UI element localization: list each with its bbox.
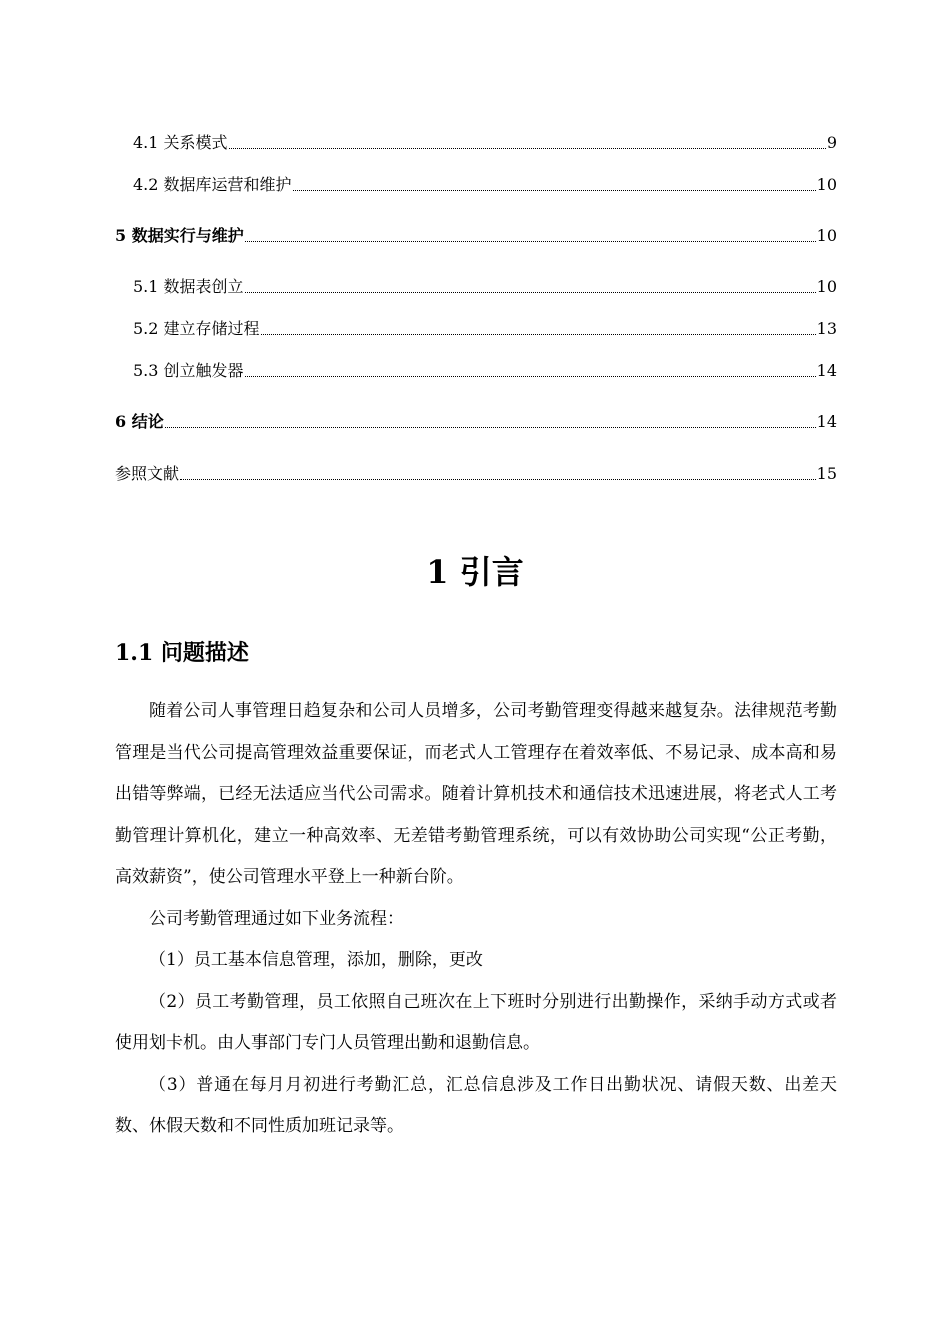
toc-dot-leader <box>293 190 816 191</box>
toc-entry[interactable] <box>133 165 837 195</box>
toc-entry-page: 13 <box>816 319 837 338</box>
chapter-title: 1 引言 <box>426 553 524 591</box>
toc-entry[interactable] <box>115 402 837 432</box>
toc-dot-leader <box>245 292 816 293</box>
toc-entry[interactable] <box>133 267 837 297</box>
toc-entry-label: 5.3 创立触发器 <box>133 361 244 380</box>
toc-entry-page: 10 <box>816 175 837 194</box>
toc-dot-leader <box>180 479 816 480</box>
toc-dot-leader <box>261 334 816 335</box>
toc-entry-page: 14 <box>816 412 837 431</box>
toc-dot-leader <box>245 376 816 377</box>
toc-entry-label: 4.2 数据库运营和维护 <box>133 175 292 194</box>
toc-entry-label: 4.1 关系模式 <box>133 133 228 152</box>
body-paragraph: （2）员工考勤管理，员工依照自己班次在上下班时分别进行出勤操作，采纳手动方式或者使用划卡机。由人事部门专门人员管理出勤和退勤信息。 <box>115 991 837 1053</box>
body-paragraph: 公司考勤管理通过如下业务流程： <box>149 908 404 929</box>
toc-entry-page: 10 <box>816 226 837 245</box>
toc-dot-leader <box>229 148 826 149</box>
toc-dot-leader <box>165 427 816 428</box>
toc-entry[interactable] <box>133 123 837 153</box>
toc-entry-page: 14 <box>816 361 837 380</box>
toc-entry[interactable] <box>133 351 837 381</box>
section-title: 1.1 问题描述 <box>115 640 249 666</box>
toc-entry-label: 参照文献 <box>115 464 180 483</box>
toc-entry-label: 6 结论 <box>115 412 164 431</box>
toc-entry[interactable] <box>115 454 837 484</box>
toc-entry-page: 10 <box>816 277 837 296</box>
toc-entry-page: 9 <box>826 133 837 152</box>
toc-entry-label: 5.1 数据表创立 <box>133 277 244 296</box>
body-paragraph: 随着公司人事管理日趋复杂和公司人员增多，公司考勤管理变得越来越复杂。法律规范考勤管理是当代公司提高管理效益重要保证，而老式人工管理存在着效率低、不易记录、成本高和易出错等弊端，已经无法适应当代公司需求。随着计算机技术和通信技术迅速进展，将老式人工考勤管理计算机化，建立一种高效率、无差错考勤管理系统，可以有效协助公司实现“公正考勤，高效薪资”，使公司管理水平登上一种新台阶。 <box>115 701 837 887</box>
toc-entry-label: 5.2 建立存储过程 <box>133 319 260 338</box>
body-paragraph: （1）员工基本信息管理，添加，删除，更改 <box>149 950 483 970</box>
toc-entry-label: 5 数据实行与维护 <box>115 226 244 245</box>
body-paragraph: （3）普通在每月月初进行考勤汇总，汇总信息涉及工作日出勤状况、请假天数、出差天数、休假天数和不同性质加班记录等。 <box>115 1074 837 1136</box>
toc-entry[interactable] <box>133 309 837 339</box>
toc-entry-page: 15 <box>816 464 837 483</box>
toc-entry[interactable] <box>115 216 837 246</box>
toc-dot-leader <box>245 241 816 242</box>
section-body <box>115 691 837 1148</box>
